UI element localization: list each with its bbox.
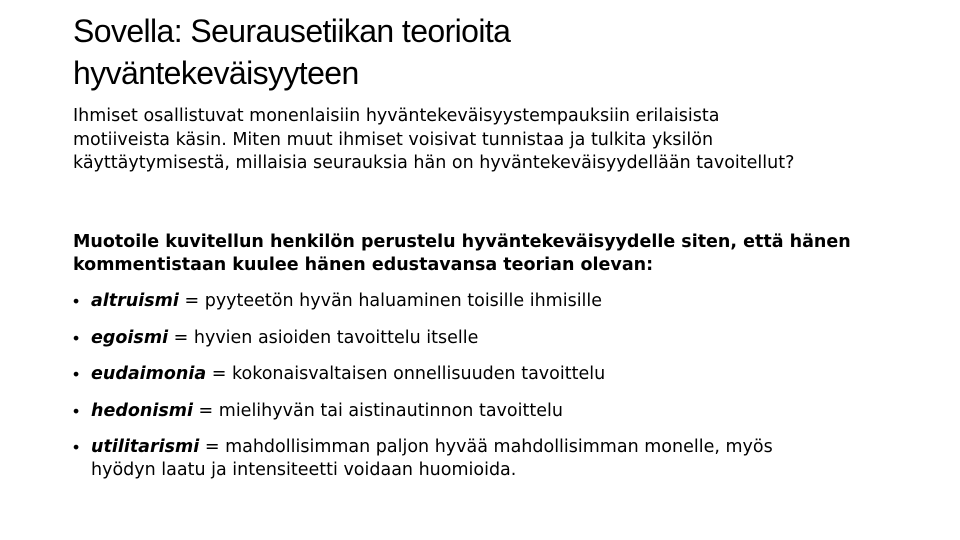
theory-term: altruismi (91, 291, 179, 311)
theory-list (73, 290, 933, 496)
intro-line-1: Ihmiset osallistuvat monenlaisiin hyväntekeväisyystempauksiin erilaisista (73, 106, 720, 126)
intro-line-3: käyttäytymisestä, millaisia seurauksia hän on hyväntekeväisyydellään tavoitellut? (73, 153, 795, 173)
theory-definition: = mahdollisimman paljon hyvää mahdollisimman monelle, myös (199, 437, 773, 457)
bullet-icon: • (73, 327, 80, 348)
theory-item-altruismi (73, 290, 933, 313)
theory-item-utilitarismi (73, 436, 933, 482)
bullet-icon: • (73, 400, 80, 421)
task-instruction (73, 231, 933, 277)
theory-definition: = mielihyvän tai aistinautinnon tavoittelu (192, 400, 563, 421)
bullet-icon: • (73, 364, 80, 384)
theory-item-eudaimonia (73, 363, 933, 386)
theory-item-egoismi (73, 327, 933, 350)
theory-definition-continuation: hyödyn laatu ja intensiteetti voidaan huomioida. (91, 460, 517, 480)
bullet-icon: • (73, 437, 80, 457)
intro-paragraph (73, 105, 933, 176)
theory-term: eudaimonia (91, 364, 207, 384)
theory-term: egoismi (91, 327, 169, 348)
slide-title (73, 10, 913, 94)
slide-title-line-2: hyväntekeväisyyteen (73, 55, 359, 91)
theory-term: utilitarismi (91, 437, 200, 457)
theory-definition: = pyyteetön hyvän haluaminen toisille ihmisille (178, 291, 603, 311)
intro-line-2: motiiveista käsin. Miten muut ihmiset voisivat tunnistaa ja tulkita yksilön (73, 129, 714, 150)
theory-definition: = kokonaisvaltaisen onnellisuuden tavoittelu (206, 364, 606, 384)
bullet-icon: • (73, 291, 80, 311)
slide-title-line-1: Sovella: Seurausetiikan teorioita (73, 13, 511, 49)
task-line-1: Muotoile kuvitellun henkilön perustelu hyväntekeväisyydelle siten, että hänen (73, 232, 851, 252)
theory-definition: = hyvien asioiden tavoittelu itselle (168, 327, 479, 348)
theory-item-hedonismi (73, 400, 933, 423)
task-line-2: kommentistaan kuulee hänen edustavansa teorian olevan: (73, 255, 654, 275)
theory-term: hedonismi (91, 400, 193, 421)
